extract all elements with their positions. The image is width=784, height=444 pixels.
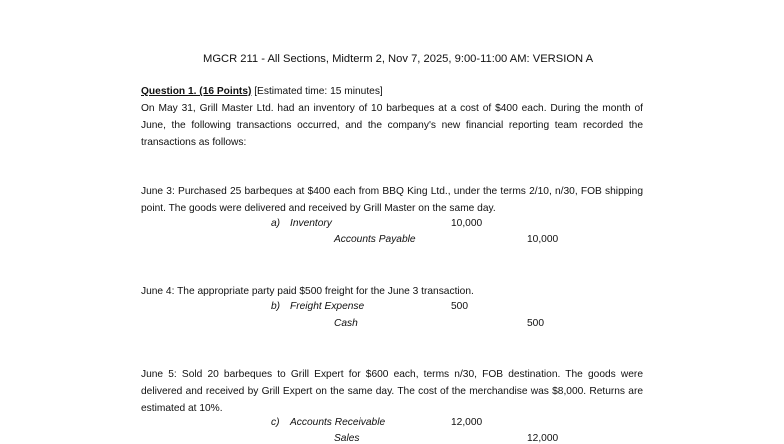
credit-account: Sales [334, 433, 360, 444]
question-heading: Question 1. (16 Points) [141, 86, 252, 97]
question-intro-text: On May 31, Grill Master Ltd. had an inventory of 10 barbeques at a cost of $400 each. During the month of June, the following transactions occurred, and the company's new financial reporting team recorded the transactions as follows: [141, 103, 643, 148]
credit-amount: 10,000 [527, 234, 559, 245]
transaction-description: June 4: The appropriate party paid $500 freight for the June 3 transaction. [141, 286, 474, 297]
credit-amount: 500 [527, 318, 544, 329]
credit-account: Cash [334, 318, 358, 329]
debit-amount: 12,000 [451, 417, 483, 428]
credit-account: Accounts Payable [334, 234, 416, 245]
debit-account: Freight Expense [290, 301, 365, 312]
debit-amount: 500 [451, 301, 468, 312]
entry-letter: a) [271, 218, 281, 229]
question-intro [141, 83, 643, 151]
debit-amount: 10,000 [451, 218, 483, 229]
question-time-estimate: [Estimated time: 15 minutes] [251, 86, 383, 97]
debit-account: Accounts Receivable [290, 417, 386, 428]
credit-amount: 12,000 [527, 433, 559, 444]
transaction-description: June 5: Sold 20 barbeques to Grill Expert for $600 each, terms n/30, FOB destination. The goods were delivered and received by Grill Expert on the same day. The cost of the merchandise was $8,000. Returns are estimated at 10%. [141, 369, 643, 414]
entry-letter: b) [271, 301, 281, 312]
debit-account: Inventory [290, 218, 332, 229]
transaction-description: June 3: Purchased 25 barbeques at $400 each from BBQ King Ltd., under the terms 2/10, n/30, FOB shipping point. The goods were delivered and received by Grill Master on the same day. [141, 186, 643, 214]
entry-letter: c) [271, 417, 280, 428]
exam-title: MGCR 211 - All Sections, Midterm 2, Nov 7, 2025, 9:00-11:00 AM: VERSION A [203, 53, 594, 65]
